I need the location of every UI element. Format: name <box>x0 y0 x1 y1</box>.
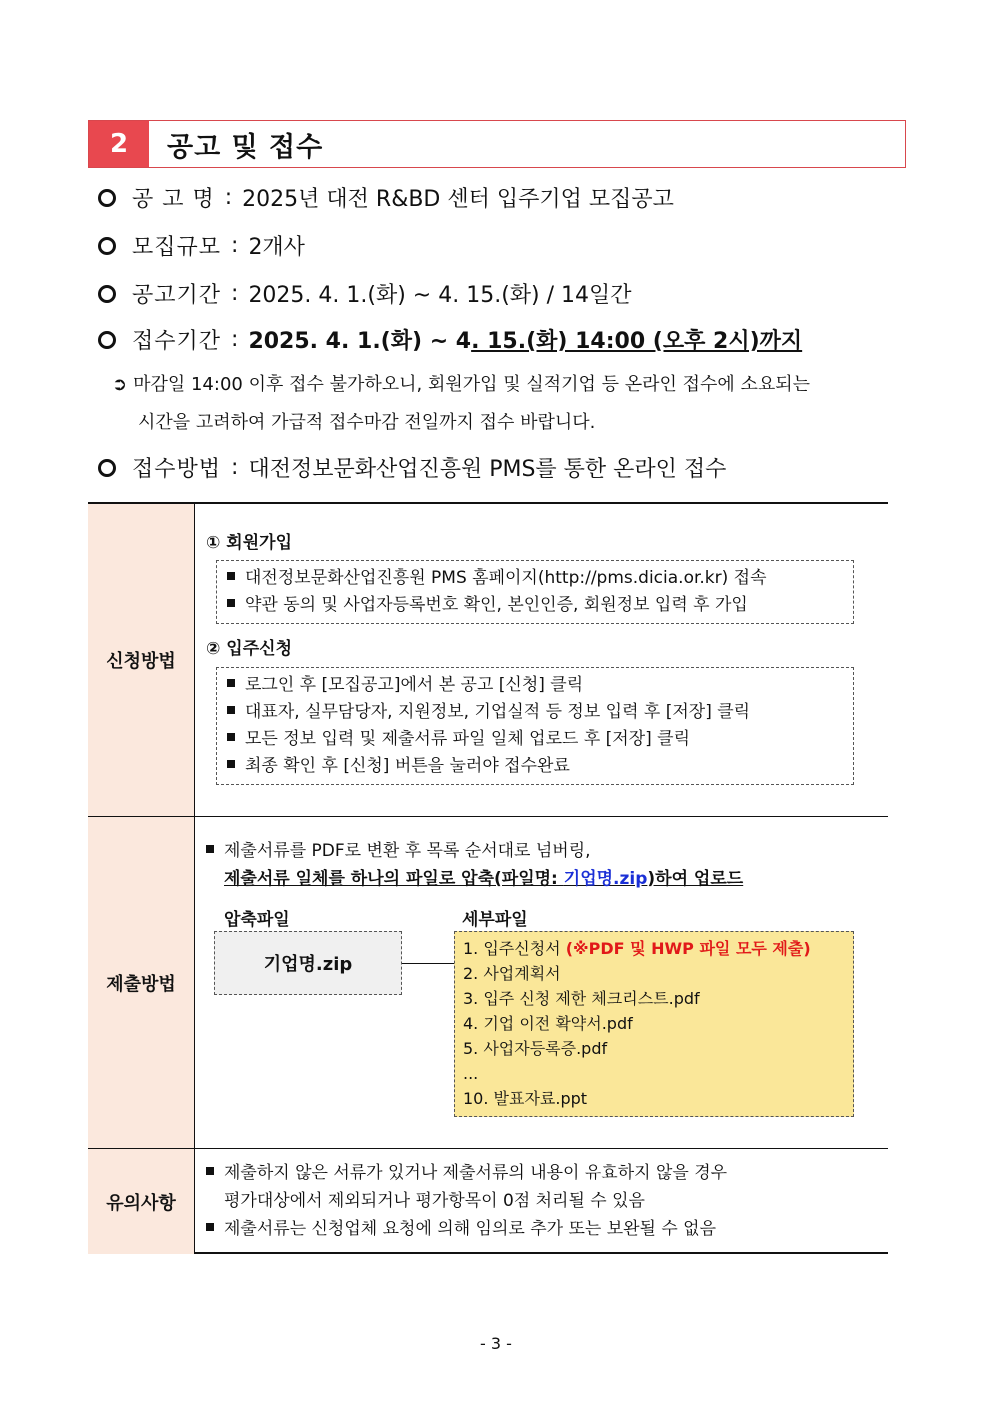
square-bullet-icon <box>227 760 235 768</box>
zip-file-label: 압축파일 <box>224 910 290 930</box>
file-note: (※PDF 및 HWP 파일 모두 제출) <box>565 939 811 958</box>
file-item: ... <box>463 1064 479 1083</box>
detail-files-box <box>454 931 854 1117</box>
info-label: 모집규모 <box>132 235 222 260</box>
row-header: 신청방법 <box>88 504 195 816</box>
list-item: 약관 동의 및 사업자등록번호 확인, 본인인증, 회원정보 입력 후 가입 <box>227 592 843 619</box>
info-recruit-scale: 모집규모 : 2개사 <box>98 230 305 261</box>
circle-bullet-icon <box>98 237 116 255</box>
row-submit-method <box>88 816 888 1148</box>
deadline-note <box>112 366 902 442</box>
zip-file-box: 기업명.zip <box>214 931 402 995</box>
section-title: 공고 및 접수 <box>167 131 324 163</box>
submit-instruction: 제출서류를 PDF로 변환 후 목록 순서대로 넘버링, 제출서류 일체를 하나의 파일로 압축(파일명: 기업명.zip)하여 업로드 <box>206 837 743 893</box>
list-item: 대전정보문화산업진흥원 PMS 홈페이지(http://pms.dicia.or.kr) 접속 <box>227 565 843 592</box>
list-item: 최종 확인 후 [신청] 버튼을 눌러야 접수완료 <box>227 753 843 780</box>
apply-steps-box <box>216 667 854 785</box>
square-bullet-icon <box>206 845 214 853</box>
receipt-value-deadline: . 15.(화) 14:00 (오후 2시)까지 <box>471 329 803 354</box>
arrow-icon: ➲ <box>112 374 128 395</box>
square-bullet-icon <box>227 572 235 580</box>
circle-bullet-icon <box>98 459 116 477</box>
square-bullet-icon <box>227 679 235 687</box>
zip-filename-highlight: 기업명.zip <box>563 869 648 889</box>
info-receipt-period: 접수기간 : 2025. 4. 1.(화) ~ 4 . 15.(화) 14:00 (오후 2시)까지 <box>98 324 802 355</box>
square-bullet-icon <box>227 733 235 741</box>
info-announcement-period: 공고기간 : 2025. 4. 1.(화) ~ 4. 15.(화) / 14일간 <box>98 278 632 309</box>
file-item: 2. 사업계획서 <box>463 964 561 983</box>
file-item: 3. 입주 신청 제한 체크리스트.pdf <box>463 989 700 1008</box>
section-number: 2 <box>89 121 149 167</box>
square-bullet-icon <box>206 1223 214 1231</box>
info-value: 2개사 <box>248 235 305 260</box>
info-value: 2025년 대전 R&BD 센터 입주기업 모집공고 <box>242 187 674 212</box>
signup-steps-box <box>216 560 854 624</box>
page-number: - 3 - <box>480 1334 512 1353</box>
list-item: 대표자, 실무담당자, 지원정보, 기업실적 등 정보 입력 후 [저장] 클릭 <box>227 699 843 726</box>
file-item: 4. 기업 이전 확약서.pdf <box>463 1014 633 1033</box>
info-value: 2025. 4. 1.(화) ~ 4. 15.(화) / 14일간 <box>248 283 632 308</box>
square-bullet-icon <box>227 706 235 714</box>
square-bullet-icon <box>227 599 235 607</box>
detail-file-label: 세부파일 <box>462 910 528 930</box>
info-receipt-method: 접수방법 : 대전정보문화산업진흥원 PMS를 통한 온라인 접수 <box>98 452 726 483</box>
note-line-2: 시간을 고려하여 가급적 접수마감 전일까지 접수 바랍니다. <box>138 412 596 433</box>
info-announcement-name: 공 고 명 : 2025년 대전 R&BD 센터 입주기업 모집공고 <box>98 182 674 213</box>
info-label: 접수방법 <box>132 457 222 482</box>
square-bullet-icon <box>206 1167 214 1175</box>
file-item: 1. 입주신청서 (※PDF 및 HWP 파일 모두 제출) <box>463 939 811 958</box>
circle-bullet-icon <box>98 189 116 207</box>
receipt-value-start: 2025. 4. 1.(화) ~ 4 <box>248 329 472 354</box>
step-apply-title: ② 입주신청 <box>206 639 292 659</box>
note-line-1: 마감일 14:00 이후 접수 불가하오니, 회원가입 및 실적기업 등 온라인 접수에 소요되는 <box>133 374 811 395</box>
procedure-table <box>88 502 888 1254</box>
row-caution <box>88 1148 888 1254</box>
section-header <box>88 120 906 168</box>
step-signup-title: ① 회원가입 <box>206 533 292 553</box>
caution-items: 제출하지 않은 서류가 있거나 제출서류의 내용이 유효하지 않을 경우 평가대상에서 제외되거나 평가항목이 0점 처리될 수 있음 제출서류는 신청업체 요청에 의해 임의로 추가 또는 보완될 수 없음 <box>206 1159 727 1243</box>
info-label: 공 고 명 <box>132 187 215 212</box>
row-header: 유의사항 <box>88 1149 195 1254</box>
connector-line <box>402 963 454 964</box>
list-item: 모든 정보 입력 및 제출서류 파일 일체 업로드 후 [저장] 클릭 <box>227 726 843 753</box>
row-apply-method <box>88 504 888 816</box>
list-item: 로그인 후 [모집공고]에서 본 공고 [신청] 클릭 <box>227 672 843 699</box>
info-value: 대전정보문화산업진흥원 PMS를 통한 온라인 접수 <box>248 457 727 482</box>
row-header: 제출방법 <box>88 817 195 1148</box>
file-item: 5. 사업자등록증.pdf <box>463 1039 608 1058</box>
circle-bullet-icon <box>98 331 116 349</box>
circle-bullet-icon <box>98 285 116 303</box>
info-label: 공고기간 <box>132 283 222 308</box>
file-item: 10. 발표자료.ppt <box>463 1089 588 1108</box>
info-label: 접수기간 <box>132 329 222 354</box>
